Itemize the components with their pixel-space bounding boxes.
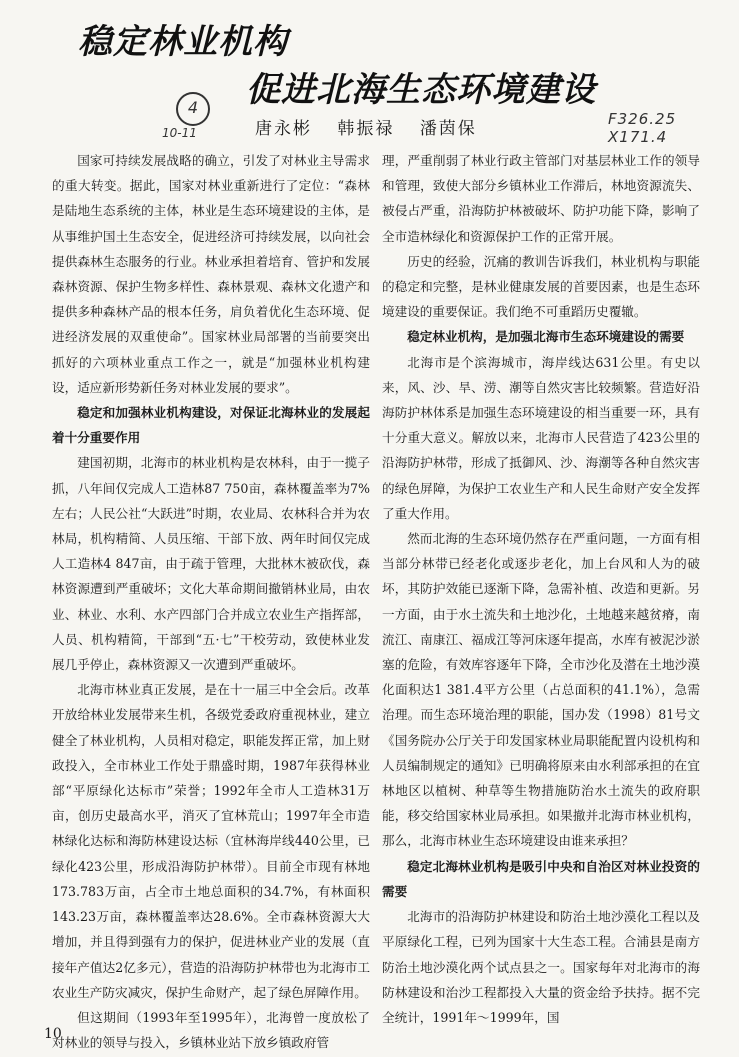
author-name: 唐永彬 <box>255 119 312 139</box>
body-paragraph: 但这期间（1993年至1995年），北海曾一度放松了对林业的领导与投入，乡镇林业站下放乡镇政府管 <box>52 1009 370 1051</box>
body-paragraph: 国家可持续发展战略的确立，引发了对林业主导需求的重大转变。据此，国家对林业重新进行了定位：“森林是陆地生态系统的主体，林业是生态环境建设的主体，是从事维护国土生态安全，促进经济可持续发展，以向社会提供森林生态服务的行业。林业承担着培育、管护和发展森林资源、保护生物多样性、森林景观、森林文化遗产和提供多种森林产品的根本任务，肩负着优化生态环境、促进经济发展的双重使命”。国家林业局部署的当前要突出抓好的六项林业重点工作之一，就是“加强林业机构建设，适应新形势新任务对林业发展的要求”。 <box>52 153 370 395</box>
body-paragraph: 北海市是个滨海城市，海岸线达631公里。有史以来，风、沙、旱、涝、潮等自然灾害比较频繁。营造好沿海防护林体系是加强生态环境建设的相当重要一环，具有十分重大意义。解放以来，北海市人民营造了423公里的沿海防护林带，形成了抵御风、沙、海潮等各种自然灾害的绿色屏障，为保护工农业生产和人民生命财产安全发挥了重大作用。 <box>382 354 700 521</box>
body-paragraph: 理，严重削弱了林业行政主管部门对基层林业工作的领导和管理，致使大部分乡镇林业工作滞后，林地资源流失、被侵占严重，沿海防护林被破坏、防护功能下降，影响了全市造林绿化和资源保护工作的正常开展。 <box>382 153 700 244</box>
author-name: 韩振禄 <box>337 119 395 139</box>
page-range-annotation: 10-11 <box>162 126 197 140</box>
body-paragraph: 北海市的沿海防护林建设和防治土地沙漠化工程以及平原绿化工程，已列为国家十大生态工程。合浦县是南方防治土地沙漠化两个试点县之一。国家每年对北海市的海防林建设和治沙工程都投入大量的资金给予扶持。据不完全统计，1991年～1999年，国 <box>382 909 700 1025</box>
author-list <box>255 114 495 139</box>
body-paragraph: 建国初期，北海市的林业机构是农林科，由于一揽子抓，八年间仅完成人工造林87 750亩，森林覆盖率为7%左右；人民公社“大跃进”时期，农业局、农林科合并为农林局，机构精简、人员压缩、干部下放、两年时间仅完成人工造林4 847亩，由于疏于管理，大批林木被砍伐，森林资源遭到严重破坏；文化大革命期间撤销林业局，由农业、林业、水利、水产四部门合并成立农业生产指挥部，人员、机构精简，干部到“五·七”干校劳动，致使林业发展几乎停止，森林资源又一次遭到严重破坏。 <box>52 455 370 673</box>
section-heading: 稳定北海林业机构是吸引中央和自治区对林业投资的需要 <box>382 858 700 899</box>
body-paragraph: 北海市林业真正发展，是在十一届三中全会后。改革开放给林业发展带来生机，各级党委政府重视林业，建立健全了林业机构，人员相对稳定，职能发挥正常，加上财政投入，全市林业工作处于鼎盛时期，1987年获得林业部“平原绿化达标市”荣誉；1992年全市人工造林31万亩，创历史最高水平，消灭了宜林荒山；1997年全市造林绿化达标和海防林建设达标（宜林海岸线440公里，已绿化423公里，形成沿海防护林带）。目前全市现有林地173.783万亩，占全市土地总面积的34.7%，有林面积143.23万亩，森林覆盖率达28.6%。全市森林资源大大增加，并且得到强有力的保护，促进林业产业的发展（直接年产值达2亿多元），营造的沿海防护林带也为北海市工农业生产防灾减灾，保护生命财产，起了绿色屏障作用。 <box>52 682 370 1000</box>
section-heading: 稳定和加强林业机构建设，对保证北海林业的发展起着十分重要作用 <box>52 405 370 446</box>
page-number: 10 <box>44 1026 62 1042</box>
section-heading: 稳定林业机构，是加强北海市生态环境建设的需要 <box>407 329 685 345</box>
body-paragraph: 历史的经验，沉痛的教训告诉我们，林业机构与职能的稳定和完整，是林业健康发展的首要因素，也是生态环境建设的重要保证。我们绝不可重蹈历史覆辙。 <box>382 253 700 320</box>
author-name: 潘茵保 <box>419 119 477 139</box>
article-title-line1: 稳定林业机构 <box>78 22 288 62</box>
classification-annotation: F326.25 X171.4 <box>608 110 677 146</box>
body-paragraph: 然而北海的生态环境仍然存在严重问题，一方面有相当部分林带已经老化或逐步老化，加上台风和人为的破坏，其防护效能已逐渐下降，急需补植、改造和更新。另一方面，由于水土流失和土地沙化，土地越来越贫瘠，南流江、南康江、福成江等河床逐年提高，水库有被泥沙淤塞的危险，有效库容逐年下降，全市沙化及潜在土地沙漠化面积达1 381.4平方公里（占总面积的41.1%），急需治理。而生态环境治理的职能，国办发（1998）81号文《国务院办公厅关于印发国家林业局职能配置内设机构和人员编制规定的通知》已明确将原来由水利部承担的在宜林地区以植树、种草等生物措施防治水土流失的政府职能，移交给国家林业局承担。如果撤并北海市林业机构，那么，北海市林业生态环境建设由谁来承担？ <box>382 531 700 849</box>
circled-number-annotation: 4 <box>176 92 210 126</box>
left-column <box>52 148 370 1055</box>
right-column <box>382 148 700 1030</box>
article-title-line2: 促进北海生态环境建设 <box>246 70 596 110</box>
